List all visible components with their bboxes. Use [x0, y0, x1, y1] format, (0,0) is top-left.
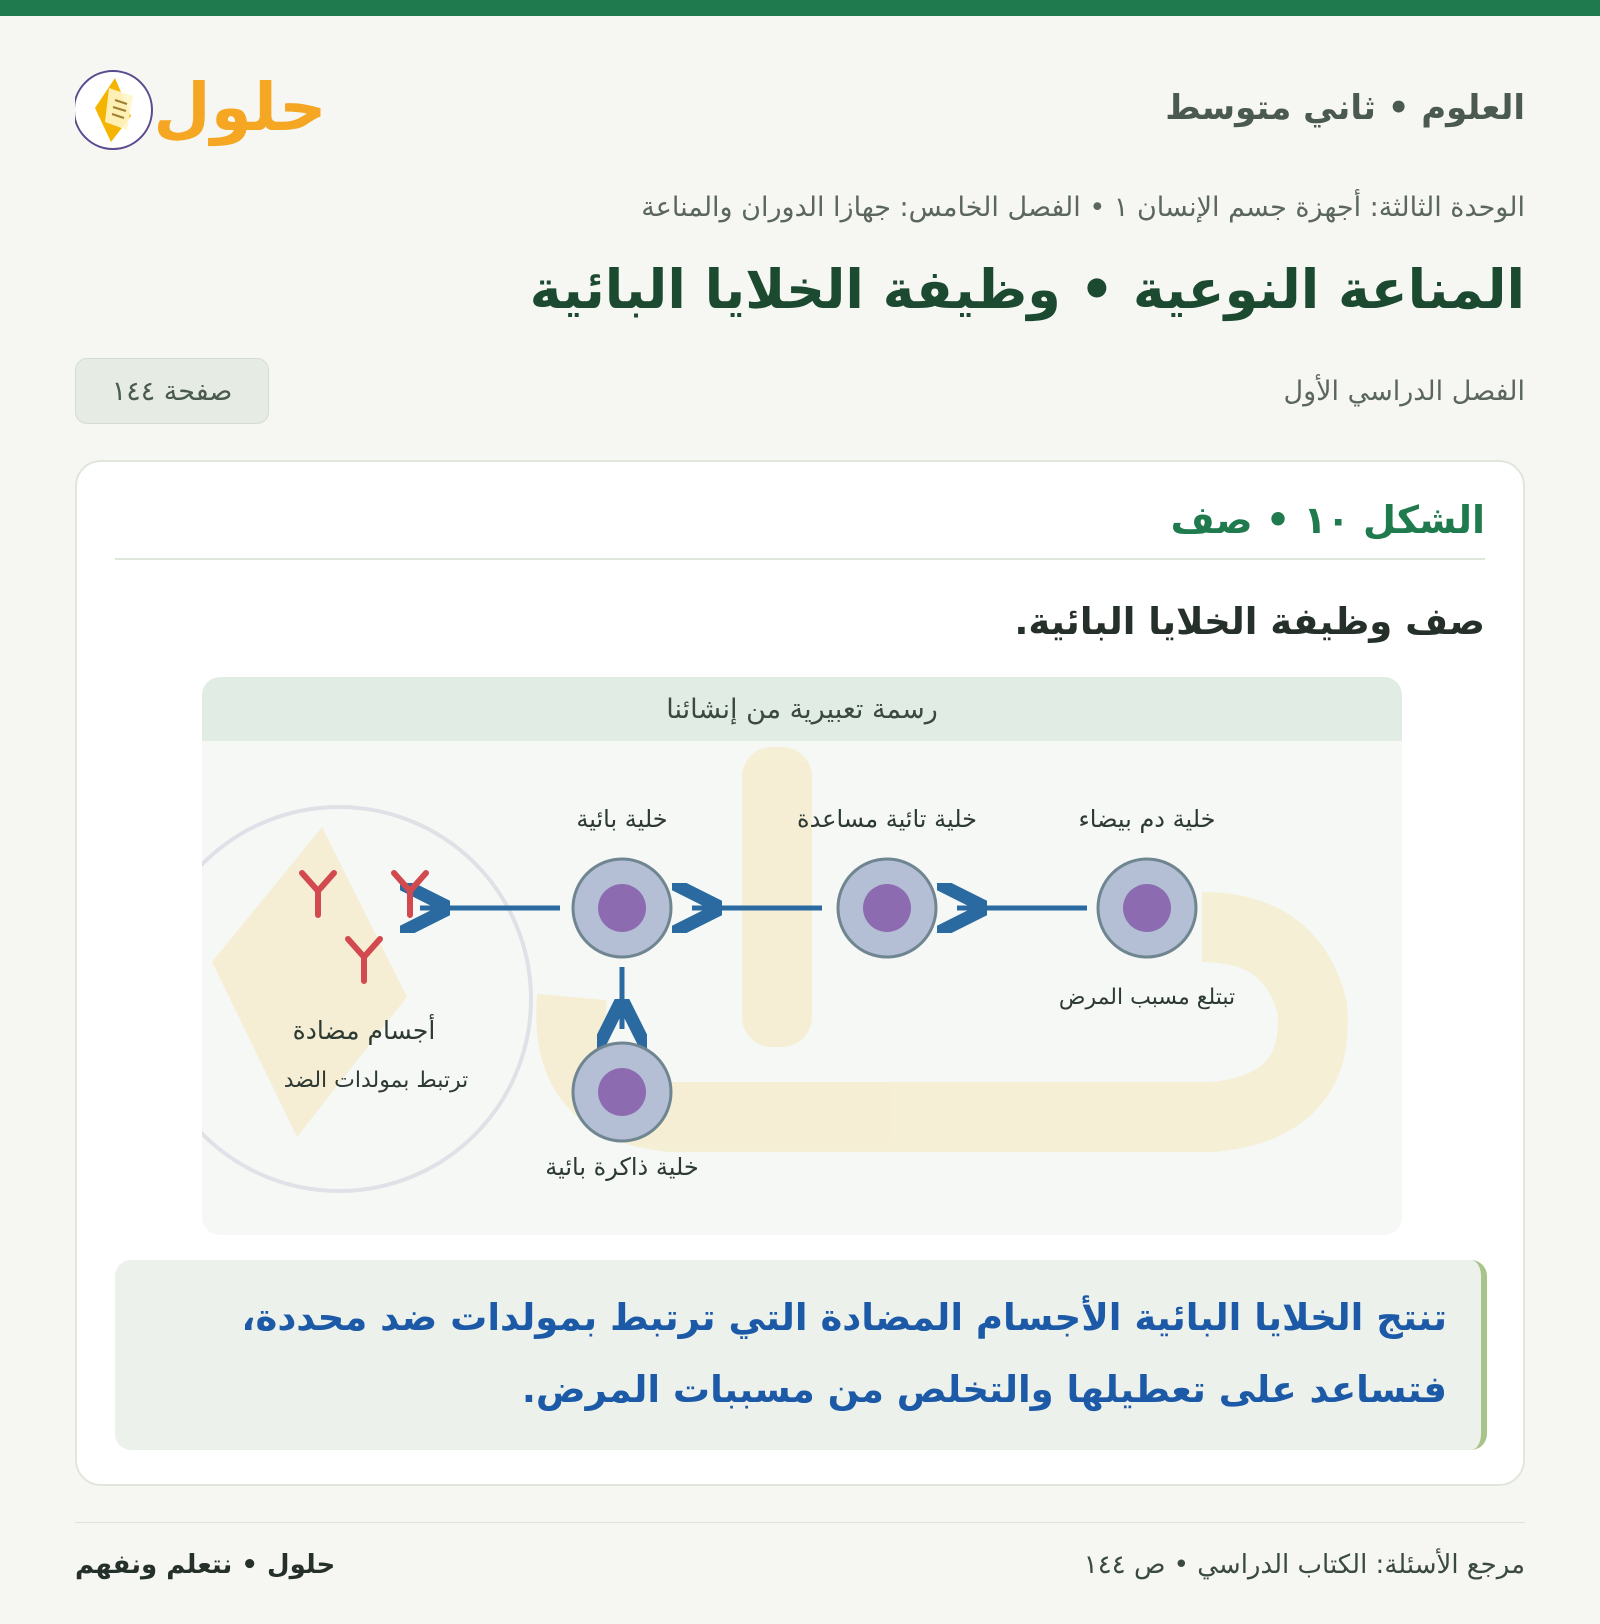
b-cell-icon — [573, 859, 671, 957]
heading-divider — [115, 558, 1485, 560]
helper-t-cell-icon — [838, 859, 936, 957]
question-text: صف وظيفة الخلايا البائية. — [1014, 600, 1485, 643]
diagram-canvas — [202, 677, 1402, 1235]
label-white-cell-note: تبتلع مسبب المرض — [1058, 985, 1236, 1010]
page-header — [75, 50, 1525, 160]
diagram-caption: رسمة تعبيرية من إنشائنا — [202, 677, 1402, 741]
answer-text: تنتج الخلايا البائية الأجسام المضادة التي ترتبط بمولدات ضد محددة، فتساعد على تعطيلها والتخلص من مسببات المرض. — [241, 1296, 1447, 1411]
label-antibodies: أجسام مضادة — [292, 1016, 436, 1045]
footer-brand: حلول • نتعلم ونفهم — [75, 1550, 336, 1580]
unit-breadcrumb: الوحدة الثالثة: أجهزة جسم الإنسان ١ • الفصل الخامس: جهازا الدوران والمناعة — [641, 192, 1525, 223]
page-title: المناعة النوعية • وظيفة الخلايا البائية — [529, 258, 1525, 321]
subject-title: العلوم • ثاني متوسط — [1165, 88, 1525, 128]
answer-box — [115, 1260, 1487, 1450]
label-b-cell: خلية بائية — [576, 805, 668, 833]
label-white-blood-cell: خلية دم بيضاء — [1078, 805, 1216, 833]
question-card — [75, 460, 1525, 1486]
b-cell-diagram — [202, 677, 1402, 1235]
hulool-logo[interactable] — [75, 50, 345, 160]
logo-wordmark: حلول — [153, 69, 327, 146]
footer-reference: مرجع الأسئلة: الكتاب الدراسي • ص ١٤٤ — [1083, 1550, 1525, 1580]
memory-b-cell-icon — [573, 1043, 671, 1141]
page-number-badge: صفحة ١٤٤ — [75, 358, 269, 424]
semester-label: الفصل الدراسي الأول — [1283, 376, 1525, 407]
label-helper-t-cell: خلية تائية مساعدة — [797, 805, 977, 833]
top-accent-bar — [0, 0, 1600, 16]
footer-divider — [75, 1522, 1525, 1523]
figure-heading: الشكل ١٠ • صف — [1170, 498, 1485, 542]
white-blood-cell-icon — [1098, 859, 1196, 957]
label-antibodies-note: ترتبط بمولدات الضد — [283, 1068, 469, 1093]
label-memory-b-cell: خلية ذاكرة بائية — [545, 1153, 699, 1181]
